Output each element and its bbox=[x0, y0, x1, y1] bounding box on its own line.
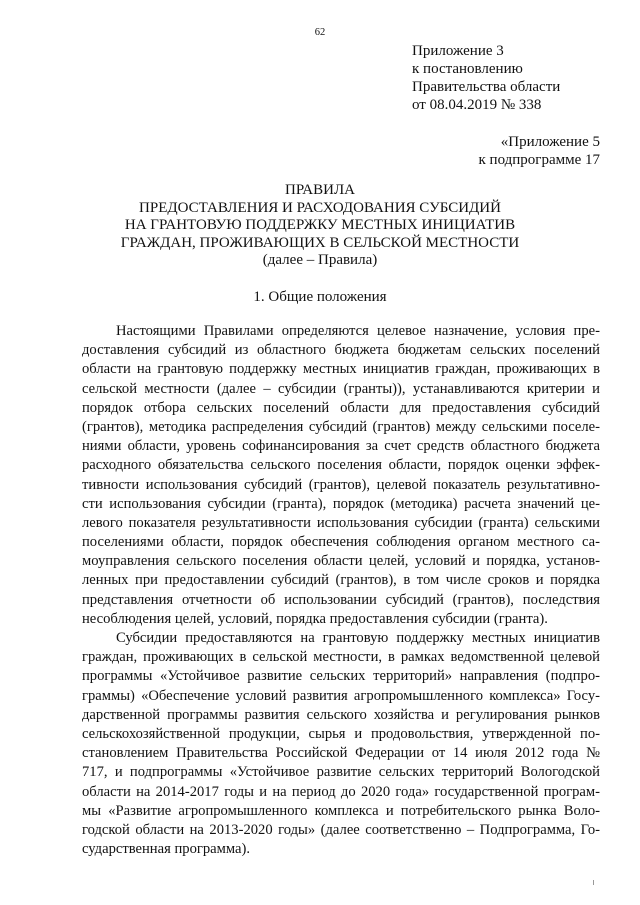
scan-edge-mark bbox=[593, 880, 594, 885]
paragraph-line: сельской местности (далее – субсидии (гранты)), устанавливаются критерии и bbox=[82, 380, 600, 397]
paragraph-line: граждан, проживающих в сельской местности, в рамках ведомственной целевой bbox=[82, 649, 600, 666]
paragraph-line: поселениями области, порядок обеспечения соблюдения органом местного са- bbox=[82, 534, 600, 551]
section-heading: 1. Общие положения bbox=[253, 289, 387, 305]
paragraph-line: представления отчетности об использовании субсидий (грантов), последствия bbox=[82, 591, 600, 608]
paragraph-line: ленных при предоставлении субсидий (грантов), в том числе сроков и порядка bbox=[82, 572, 600, 589]
paragraph-line: моуправления сельского поселения области целей, условий и порядка, установ- bbox=[82, 553, 600, 570]
paragraph-line: тивности использования субсидий (грантов), целевой показатель результативно- bbox=[82, 476, 600, 493]
paragraph-line: расходного обязательства сельского поселения области, порядок оценки эффек- bbox=[82, 457, 600, 474]
document-body bbox=[82, 322, 600, 859]
paragraph-line: дарственной программы развития сельского хозяйства и регулирования рынков bbox=[82, 706, 600, 723]
appendix-line: от 08.04.2019 № 338 bbox=[412, 97, 542, 113]
paragraph-line: мы «Развитие агропромышленного комплекса и потребительского рынка Воло- bbox=[82, 802, 600, 819]
appendix-line: Правительства области bbox=[412, 79, 561, 95]
paragraph-2 bbox=[82, 629, 600, 859]
paragraph-line: программы «Устойчивое развитие сельских территорий» направления (подпро- bbox=[82, 668, 600, 685]
title-line: НА ГРАНТОВУЮ ПОДДЕРЖКУ МЕСТНЫХ ИНИЦИАТИВ bbox=[124, 217, 516, 233]
appendix-line: Приложение 3 bbox=[412, 43, 504, 59]
subappendix-line: «Приложение 5 bbox=[500, 134, 600, 150]
paragraph-line: области на 2014-2017 годы и на период до 2020 года» государственной програм- bbox=[82, 783, 600, 800]
paragraph-line: сельскохозяйственной продукции, сырья и продовольствия, утвержденной по- bbox=[82, 725, 600, 742]
paragraph-line: сударственная программа). bbox=[82, 841, 250, 858]
paragraph-line: левого показателя результативности использования субсидии (гранта) сельскими bbox=[82, 514, 600, 531]
paragraph-line: сти использования субсидии (гранта), порядок (методика) расчета значений це- bbox=[82, 495, 600, 512]
paragraph-line: порядок отбора сельских поселений области для предоставления субсидий bbox=[82, 399, 600, 416]
title-line: (далее – Правила) bbox=[262, 252, 378, 268]
subappendix-reference bbox=[479, 133, 601, 169]
subappendix-line: к подпрограмме 17 bbox=[478, 152, 600, 168]
appendix-line: к постановлению bbox=[412, 61, 523, 77]
paragraph-1 bbox=[82, 322, 600, 629]
paragraph-line: граммы) «Обеспечение условий развития агропромышленного комплекса» Госу- bbox=[82, 687, 600, 704]
paragraph-line: Настоящими Правилами определяются целевое назначение, условия пре- bbox=[116, 323, 600, 339]
paragraph-line: ниями области, уровень софинансирования за счет средств областного бюджета bbox=[82, 438, 600, 455]
title-line: ГРАЖДАН, ПРОЖИВАЮЩИХ В СЕЛЬСКОЙ МЕСТНОСТИ bbox=[120, 234, 520, 251]
page-number: 62 bbox=[314, 27, 326, 38]
paragraph-line: Субсидии предоставляются на грантовую поддержку местных инициатив bbox=[116, 630, 600, 646]
paragraph-line: годской области на 2013-2020 годы» (далее соответственно – Подпрограмма, Го- bbox=[82, 821, 600, 838]
document-title bbox=[0, 182, 640, 270]
paragraph-line: (грантов), методика распределения субсидий (грантов) между сельскими поселе- bbox=[82, 418, 600, 435]
paragraph-line: области на грантовую поддержку местных инициатив граждан, проживающих в bbox=[82, 361, 600, 378]
title-line: ПРАВИЛА bbox=[285, 182, 355, 198]
paragraph-line: 717, и подпрограммы «Устойчивое развитие сельских территорий Вологодской bbox=[82, 764, 600, 781]
paragraph-line: становлением Правительства Российской Федерации от 14 июля 2012 года № bbox=[82, 745, 600, 762]
paragraph-line: доставления субсидий из областного бюджета бюджетам сельских поселений bbox=[82, 342, 600, 359]
title-line: ПРЕДОСТАВЛЕНИЯ И РАСХОДОВАНИЯ СУБСИДИЙ bbox=[139, 199, 501, 216]
appendix-reference bbox=[412, 42, 560, 114]
paragraph-line: несоблюдения целей, условий, порядка предоставления субсидии (гранта). bbox=[82, 610, 548, 627]
